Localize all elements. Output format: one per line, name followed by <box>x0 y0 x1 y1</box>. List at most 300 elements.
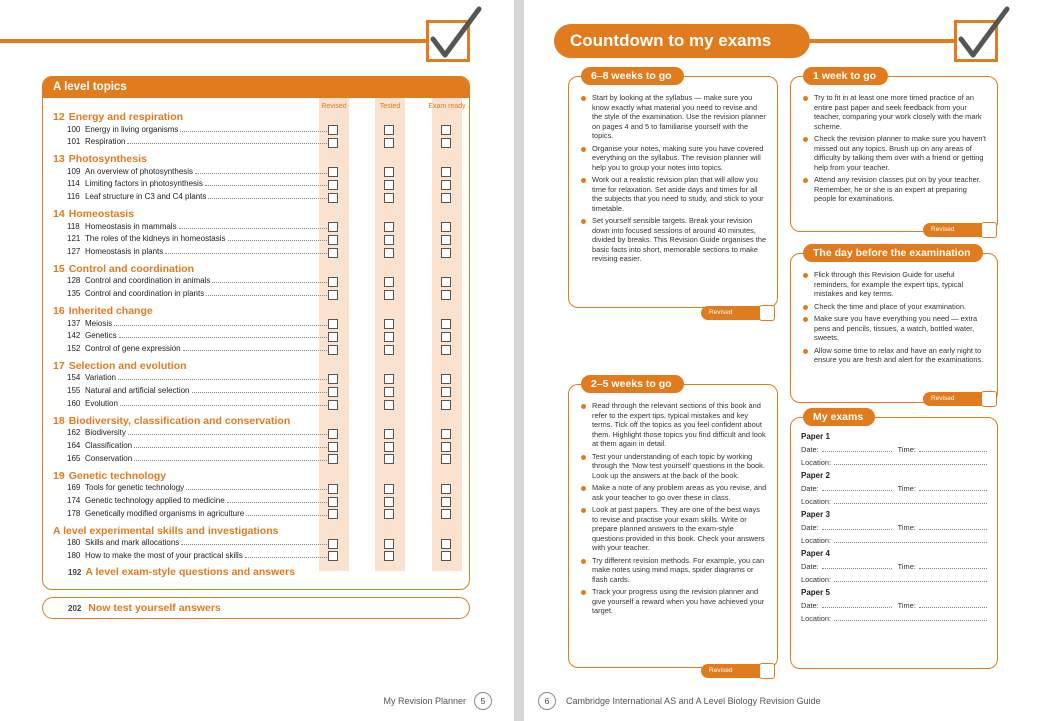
answers-title: Now test yourself answers <box>88 602 221 614</box>
checkbox-logo <box>426 20 470 62</box>
planner-row <box>67 509 331 518</box>
date-label: Date: <box>801 445 819 454</box>
box-1-week <box>790 70 998 233</box>
leader-dots <box>227 497 331 503</box>
revised-checkbox[interactable] <box>328 138 338 148</box>
tested-checkbox[interactable] <box>384 539 394 549</box>
list-item: Look at past papers. They are one of the best ways to revise and practise your exam skills. Write or prepare planned answers to the exam-style questions provided in this book. Check your answers with your teacher. <box>579 505 767 553</box>
exam-style-page: 192 <box>68 567 82 577</box>
row-label: Genetic technology applied to medicine <box>85 496 225 505</box>
date-time-row <box>801 601 987 610</box>
date-field[interactable] <box>822 524 892 530</box>
column-header-tested: Tested <box>379 103 401 110</box>
row-page-number: 180 <box>67 550 81 560</box>
planner-row <box>67 551 331 560</box>
leader-dots <box>195 168 331 174</box>
date-label: Date: <box>801 562 819 571</box>
location-row <box>801 575 987 584</box>
time-label: Time: <box>897 484 916 493</box>
topic-heading <box>53 525 278 537</box>
exam-entry <box>801 510 987 545</box>
row-label: Limiting factors in photosynthesis <box>85 179 203 189</box>
leader-dots <box>114 320 331 326</box>
revised-box[interactable] <box>981 391 997 407</box>
date-field[interactable] <box>822 485 892 491</box>
leader-dots <box>128 429 331 435</box>
list-2-5-weeks <box>579 401 767 619</box>
time-field[interactable] <box>919 602 987 608</box>
list-item: Try different revision methods. For example, you can make notes using mind maps, spider diagrams or flash cards. <box>579 556 767 585</box>
planner-row <box>67 167 331 176</box>
revised-checkbox[interactable] <box>701 306 763 320</box>
revision-planner <box>42 76 470 590</box>
revised-checkbox[interactable] <box>328 551 338 561</box>
row-page-number: 135 <box>67 289 81 299</box>
tested-checkbox[interactable] <box>384 167 394 177</box>
planner-title: A level topics <box>43 77 469 98</box>
exam-entry <box>801 432 987 467</box>
tested-checkbox[interactable] <box>384 125 394 135</box>
location-label: Location: <box>801 536 831 545</box>
revised-checkbox[interactable] <box>328 248 338 258</box>
location-field[interactable] <box>834 498 987 504</box>
revised-checkbox[interactable] <box>923 392 985 406</box>
topic-heading <box>53 360 187 372</box>
exam-ready-checkbox[interactable] <box>441 248 451 258</box>
exam-ready-checkbox[interactable] <box>441 193 451 203</box>
heading-2-5-weeks: 2–5 weeks to go <box>581 375 684 393</box>
revised-checkbox[interactable] <box>328 374 338 384</box>
time-field[interactable] <box>919 563 987 569</box>
topic-heading <box>53 153 147 165</box>
location-row <box>801 536 987 545</box>
checkmark-icon <box>953 5 1013 61</box>
revised-checkbox[interactable] <box>328 125 338 135</box>
heading-1-week: 1 week to go <box>803 67 888 85</box>
row-page-number: 155 <box>67 386 81 396</box>
topic-number: 13 <box>53 153 65 166</box>
planner-row <box>67 441 331 450</box>
title-rule <box>810 39 954 43</box>
row-label: Meiosis <box>85 318 113 328</box>
list-1-week <box>801 93 987 207</box>
leader-dots <box>192 387 332 393</box>
exam-ready-checkbox[interactable] <box>441 235 451 245</box>
list-item: Attend any revision classes put on by your teacher. Remember, he or she is an expert at preparing people for examinations. <box>801 175 987 204</box>
revised-checkbox[interactable] <box>328 290 338 300</box>
exam-entry <box>801 549 987 584</box>
planner-row <box>67 137 331 146</box>
time-label: Time: <box>897 523 916 532</box>
row-page-number: 128 <box>67 276 81 286</box>
list-item: Organise your notes, making sure you have covered everything on the syllabus. The revision planner will help you to group your notes into topics. <box>579 144 767 173</box>
row-page-number: 121 <box>67 234 81 244</box>
row-label: Genetics <box>85 331 117 341</box>
list-item: Make a note of any problem areas as you revise, and ask your teacher to go over these in class. <box>579 483 767 502</box>
planner-row <box>67 538 331 547</box>
row-page-number: 109 <box>67 166 81 176</box>
row-page-number: 137 <box>67 318 81 328</box>
location-label: Location: <box>801 575 831 584</box>
row-label: Skills and mark allocations <box>85 538 180 548</box>
topic-number: 17 <box>53 359 65 372</box>
planner-row <box>67 192 331 201</box>
time-label: Time: <box>897 562 916 571</box>
row-page-number: 162 <box>67 428 81 438</box>
exam-ready-checkbox[interactable] <box>441 497 451 507</box>
list-item: Track your progress using the revision planner and give yourself a reward when you have achieved your target. <box>579 587 767 616</box>
box-my-exams <box>790 411 998 669</box>
leader-dots <box>118 374 331 380</box>
tested-checkbox[interactable] <box>384 180 394 190</box>
date-field[interactable] <box>822 446 892 452</box>
tested-checkbox[interactable] <box>384 138 394 148</box>
leader-dots <box>134 455 331 461</box>
revised-checkbox[interactable] <box>328 484 338 494</box>
planner-row <box>67 344 331 353</box>
planner-row <box>67 454 331 463</box>
exam-ready-checkbox[interactable] <box>441 442 451 452</box>
revised-checkbox[interactable] <box>328 180 338 190</box>
box-day-before <box>790 247 998 403</box>
row-page-number: 152 <box>67 344 81 354</box>
top-rule <box>0 39 426 43</box>
list-item: Work out a realistic revision plan that will allow you time for relaxation. Set aside days and times for all the subjects that you need to study, and stick to your timetable. <box>579 175 767 213</box>
leader-dots <box>179 223 331 229</box>
paper-label: Paper 3 <box>801 510 830 519</box>
row-page-number: 154 <box>67 373 81 383</box>
heading-6-8-weeks: 6–8 weeks to go <box>581 67 684 85</box>
revised-box[interactable] <box>759 663 775 679</box>
topic-heading <box>53 470 166 482</box>
planner-row <box>67 386 331 395</box>
date-time-row <box>801 445 987 454</box>
revised-checkbox[interactable] <box>328 400 338 410</box>
exam-ready-checkbox[interactable] <box>441 374 451 384</box>
row-page-number: 174 <box>67 496 81 505</box>
leader-dots <box>245 552 331 558</box>
location-field[interactable] <box>834 537 987 543</box>
exam-style-link[interactable] <box>68 566 295 578</box>
book-gutter <box>514 0 524 721</box>
date-field[interactable] <box>822 563 892 569</box>
date-label: Date: <box>801 523 819 532</box>
leader-dots <box>246 510 331 516</box>
list-6-8-weeks <box>579 93 767 267</box>
tested-checkbox[interactable] <box>384 551 394 561</box>
planner-row <box>67 179 331 188</box>
revised-label: Revised <box>709 309 733 316</box>
left-page <box>0 0 514 721</box>
leader-dots <box>120 400 331 406</box>
location-label: Location: <box>801 458 831 467</box>
topic-heading <box>53 263 194 275</box>
location-row <box>801 497 987 506</box>
paper-label: Paper 1 <box>801 432 830 441</box>
revised-checkbox[interactable] <box>328 387 338 397</box>
planner-row <box>67 428 331 437</box>
row-label: Natural and artificial selection <box>85 386 190 396</box>
answers-link[interactable] <box>42 597 470 619</box>
planner-row <box>67 319 331 328</box>
left-footer <box>383 692 492 710</box>
paper-label: Paper 2 <box>801 471 830 480</box>
leader-dots <box>183 345 331 351</box>
time-field[interactable] <box>919 446 987 452</box>
right-page <box>524 0 1038 721</box>
date-time-row <box>801 562 987 571</box>
revised-checkbox[interactable] <box>328 167 338 177</box>
leader-dots <box>127 138 331 144</box>
leader-dots <box>208 193 331 199</box>
planner-row <box>67 496 331 505</box>
topic-number: 14 <box>53 208 65 220</box>
exam-ready-checkbox[interactable] <box>441 125 451 135</box>
planner-row <box>67 222 331 231</box>
checkmark-icon <box>425 5 485 61</box>
list-item: Check the time and place of your examination. <box>801 302 987 312</box>
revised-checkbox[interactable] <box>328 497 338 507</box>
planner-row <box>67 247 331 256</box>
list-item: Allow some time to relax and have an early night to ensure you are fresh and alert for the examinations. <box>801 346 987 365</box>
row-page-number: 169 <box>67 483 81 493</box>
row-label: Control and coordination in plants <box>85 289 205 299</box>
topic-number: 18 <box>53 414 65 427</box>
row-label: Energy in living organisms <box>85 124 179 134</box>
exam-ready-checkbox[interactable] <box>441 345 451 355</box>
row-label: Homeostasis in mammals <box>85 221 177 231</box>
exam-ready-checkbox[interactable] <box>441 319 451 329</box>
row-page-number: 165 <box>67 453 81 463</box>
row-page-number: 164 <box>67 441 81 451</box>
right-page-number: 6 <box>538 692 556 710</box>
date-time-row <box>801 523 987 532</box>
paper-label: Paper 5 <box>801 588 830 597</box>
row-page-number: 100 <box>67 124 81 134</box>
exam-ready-checkbox[interactable] <box>441 551 451 561</box>
tested-checkbox[interactable] <box>384 484 394 494</box>
tested-checkbox[interactable] <box>384 509 394 519</box>
heading-day-before: The day before the examination <box>803 244 983 262</box>
exam-ready-checkbox[interactable] <box>441 180 451 190</box>
row-page-number: 116 <box>67 192 80 202</box>
tested-checkbox[interactable] <box>384 400 394 410</box>
exam-entry <box>801 588 987 623</box>
row-label: How to make the most of your practical skills <box>85 550 243 560</box>
row-page-number: 118 <box>67 221 80 231</box>
exam-ready-checkbox[interactable] <box>441 167 451 177</box>
exam-ready-checkbox[interactable] <box>441 400 451 410</box>
tested-checkbox[interactable] <box>384 442 394 452</box>
leader-dots <box>205 180 331 186</box>
location-field[interactable] <box>834 576 987 582</box>
date-label: Date: <box>801 601 819 610</box>
topic-number: 12 <box>53 111 65 123</box>
tested-checkbox[interactable] <box>384 454 394 464</box>
tested-checkbox[interactable] <box>384 497 394 507</box>
tested-checkbox[interactable] <box>384 374 394 384</box>
planner-row <box>67 399 331 408</box>
box-2-5-weeks <box>568 378 778 674</box>
revised-checkbox[interactable] <box>328 277 338 287</box>
row-label: Biodiversity <box>85 428 126 438</box>
location-label: Location: <box>801 614 831 623</box>
row-label: Classification <box>85 441 133 451</box>
revised-checkbox[interactable] <box>328 429 338 439</box>
right-footer-text: Cambridge International AS and A Level Biology Revision Guide <box>566 696 821 706</box>
exam-style-title: A level exam-style questions and answers <box>85 565 296 578</box>
tested-checkbox[interactable] <box>384 235 394 245</box>
list-item: Check the revision planner to make sure you haven't missed out any topics. Brush up on any areas of difficulty by talking them over with a friend or getting help from your teacher. <box>801 134 987 172</box>
topic-title: Selection and evolution <box>68 359 187 372</box>
revised-checkbox[interactable] <box>328 235 338 245</box>
checkbox-logo <box>954 20 998 62</box>
tested-checkbox[interactable] <box>384 319 394 329</box>
left-footer-text: My Revision Planner <box>383 696 466 706</box>
row-label: Leaf structure in C3 and C4 plants <box>85 192 207 202</box>
time-label: Time: <box>897 601 916 610</box>
date-field[interactable] <box>822 602 892 608</box>
planner-row <box>67 125 331 134</box>
exam-ready-checkbox[interactable] <box>441 290 451 300</box>
revised-label: Revised <box>709 667 733 674</box>
topic-title: Biodiversity, classification and conservation <box>68 414 291 427</box>
list-item: Start by looking at the syllabus — make sure you know exactly what material you need to revise and the style of the examination. Use the revision planner on pages 4 and 5 to familiarise yourself with the topics. <box>579 93 767 141</box>
leader-dots <box>228 235 331 241</box>
exam-ready-checkbox[interactable] <box>441 509 451 519</box>
row-label: Conservation <box>85 453 133 463</box>
date-time-row <box>801 484 987 493</box>
topic-title: Homeostasis <box>68 208 135 220</box>
revised-checkbox[interactable] <box>328 222 338 232</box>
row-page-number: 142 <box>67 331 81 341</box>
exam-list <box>801 428 987 626</box>
location-row <box>801 614 987 623</box>
topic-title: Energy and respiration <box>68 111 184 123</box>
tested-checkbox[interactable] <box>384 429 394 439</box>
leader-dots <box>181 539 331 545</box>
leader-dots <box>180 126 331 132</box>
exam-ready-checkbox[interactable] <box>441 387 451 397</box>
revised-box[interactable] <box>759 305 775 321</box>
revised-checkbox[interactable] <box>923 223 985 237</box>
list-item: Make sure you have everything you need — extra pens and pencils, tissues, a watch, bottled water, sweets. <box>801 314 987 343</box>
exam-ready-checkbox[interactable] <box>441 539 451 549</box>
list-day-before <box>801 270 987 368</box>
list-item: Try to fit in at least one more timed practice of an entire past paper and seek feedback from your teacher, comparing your work closely with the mark scheme. <box>801 93 987 131</box>
list-item: Test your understanding of each topic by working through the 'Now test yourself' questions in the book. Look up the answers at the back of the book. <box>579 452 767 481</box>
row-page-number: 127 <box>67 247 81 257</box>
row-page-number: 180 <box>67 538 81 548</box>
topic-heading <box>53 305 153 317</box>
paper-label: Paper 4 <box>801 549 830 558</box>
tested-checkbox[interactable] <box>384 222 394 232</box>
topic-title: Photosynthesis <box>68 153 147 166</box>
leader-dots <box>206 290 331 296</box>
leader-dots <box>212 277 331 283</box>
row-label: The roles of the kidneys in homeostasis <box>85 234 226 244</box>
exam-ready-checkbox[interactable] <box>441 277 451 287</box>
topic-title: Genetic technology <box>68 469 167 482</box>
revised-label: Revised <box>931 395 955 402</box>
topic-number: 15 <box>53 262 65 275</box>
revised-checkbox[interactable] <box>328 193 338 203</box>
time-label: Time: <box>897 445 916 454</box>
time-field[interactable] <box>919 485 987 491</box>
exam-ready-checkbox[interactable] <box>441 332 451 342</box>
location-field[interactable] <box>834 459 987 465</box>
revised-checkbox[interactable] <box>328 319 338 329</box>
date-label: Date: <box>801 484 819 493</box>
row-page-number: 160 <box>67 399 81 408</box>
exam-ready-checkbox[interactable] <box>441 484 451 494</box>
location-row <box>801 458 987 467</box>
row-page-number: 114 <box>67 179 80 189</box>
revised-box[interactable] <box>981 222 997 238</box>
location-label: Location: <box>801 497 831 506</box>
topic-number: 16 <box>53 305 65 317</box>
topic-heading <box>53 415 290 427</box>
planner-row <box>67 331 331 340</box>
location-field[interactable] <box>834 615 987 621</box>
revised-checkbox[interactable] <box>328 332 338 342</box>
exam-ready-checkbox[interactable] <box>441 138 451 148</box>
row-label: An overview of photosynthesis <box>85 166 194 176</box>
row-label: Respiration <box>85 137 126 147</box>
topic-title: Control and coordination <box>68 262 195 275</box>
revised-checkbox[interactable] <box>328 454 338 464</box>
tested-checkbox[interactable] <box>384 387 394 397</box>
right-footer <box>538 692 821 710</box>
planner-row <box>67 483 331 492</box>
exam-ready-checkbox[interactable] <box>441 454 451 464</box>
row-page-number: 178 <box>67 508 81 518</box>
page-title: Countdown to my exams <box>554 24 810 58</box>
exam-entry <box>801 471 987 506</box>
leader-dots <box>165 248 331 254</box>
row-label: Tools for genetic technology <box>85 483 185 493</box>
tested-checkbox[interactable] <box>384 332 394 342</box>
row-label: Control of gene expression <box>85 344 181 354</box>
topic-title: A level experimental skills and investigations <box>53 524 279 537</box>
time-field[interactable] <box>919 524 987 530</box>
tested-checkbox[interactable] <box>384 248 394 258</box>
topic-title: Inherited change <box>68 305 153 317</box>
heading-my-exams: My exams <box>803 408 875 426</box>
tested-checkbox[interactable] <box>384 277 394 287</box>
exam-ready-checkbox[interactable] <box>441 429 451 439</box>
tested-checkbox[interactable] <box>384 290 394 300</box>
row-label: Control and coordination in animals <box>85 276 211 286</box>
answers-page: 202 <box>68 604 82 613</box>
list-item: Set yourself sensible targets. Break your revision down into focused sessions of around 40 minutes, divided by breaks. This Revision Guide organises the basic facts into short, memorable sections to make revising easier. <box>579 216 767 264</box>
revised-checkbox[interactable] <box>328 345 338 355</box>
planner-row <box>67 373 331 382</box>
leader-dots <box>134 442 331 448</box>
row-label: Genetically modified organisms in agriculture <box>85 508 245 518</box>
exam-ready-checkbox[interactable] <box>441 222 451 232</box>
box-6-8-weeks <box>568 70 778 316</box>
revised-checkbox[interactable] <box>328 442 338 452</box>
revised-checkbox[interactable] <box>701 664 763 678</box>
topic-heading <box>53 208 134 220</box>
tested-checkbox[interactable] <box>384 193 394 203</box>
revised-checkbox[interactable] <box>328 539 338 549</box>
tested-checkbox[interactable] <box>384 345 394 355</box>
column-header-exam-ready: Exam ready <box>428 103 466 110</box>
leader-dots <box>119 332 331 338</box>
revised-checkbox[interactable] <box>328 509 338 519</box>
